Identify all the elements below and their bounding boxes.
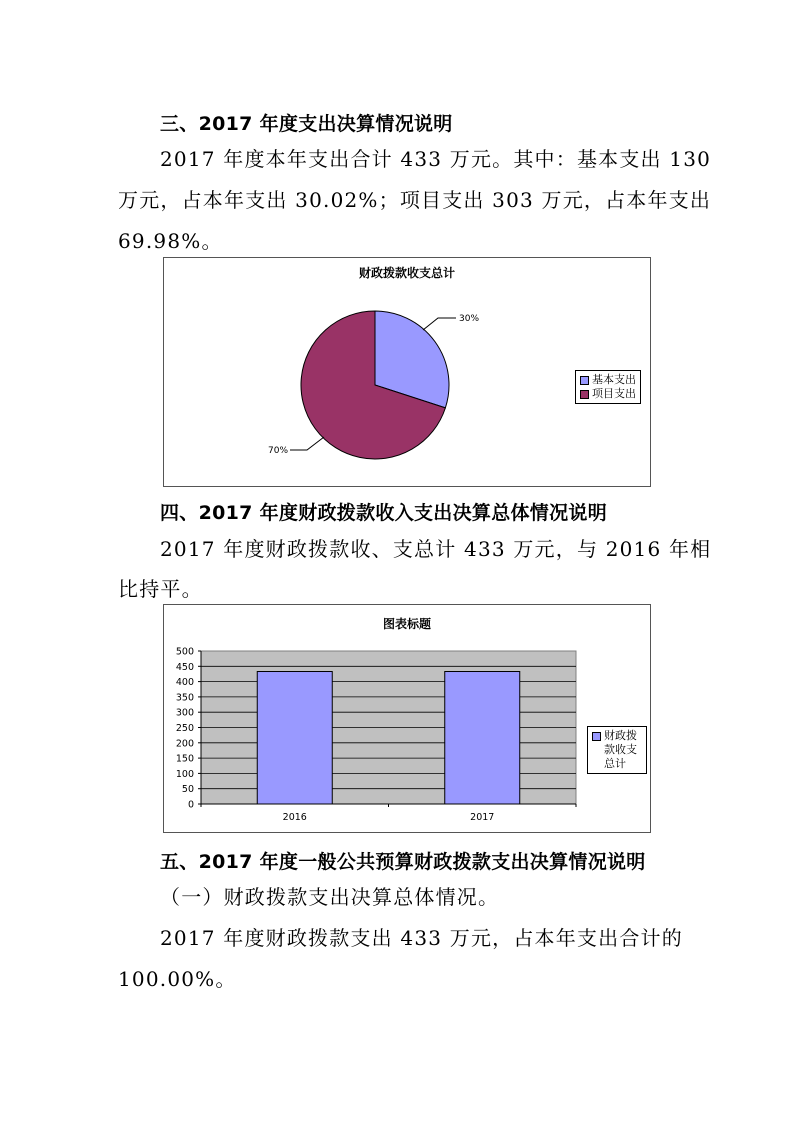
bar-legend-label [604, 729, 637, 771]
bar-ytick-label: 250 [175, 723, 194, 734]
bar-legend-line-2: 款收支 [604, 743, 637, 756]
bar-ytick-label: 200 [175, 738, 194, 750]
bar-legend [587, 726, 647, 774]
pie-legend-label-basic: 基本支出 [592, 373, 636, 386]
bar-legend-item [592, 729, 642, 771]
bar-chart-plot [164, 605, 650, 832]
bar-ytick-label: 350 [175, 692, 194, 704]
bar-ytick-label: 100 [175, 768, 194, 780]
bar-ytick-label: 50 [181, 784, 194, 796]
section3-line-3: 69.98%。 [118, 229, 223, 253]
bar-legend-line-3: 总计 [604, 757, 626, 770]
bar-ytick-label: 450 [175, 661, 194, 673]
section4-line-1: 2017 年度财政拨款收、支总计 433 万元，与 2016 年相 [160, 537, 712, 561]
bar-ytick-label: 400 [175, 677, 194, 689]
bar-legend-line-1: 财政拨 [604, 729, 637, 742]
section3-line-1: 2017 年度本年支出合计 433 万元。其中：基本支出 130 [160, 147, 712, 171]
pie-legend [575, 370, 641, 404]
pie-chart [163, 257, 651, 487]
section3-line-2: 万元，占本年支出 30.02%；项目支出 303 万元，占本年支出 [118, 188, 712, 212]
section4-heading: 四、2017 年度财政拨款收入支出决算总体情况说明 [160, 502, 607, 524]
section4-line-2: 比持平。 [118, 577, 203, 601]
pie-legend-item-basic [580, 373, 636, 387]
bar-xtick-label: 2017 [470, 812, 495, 823]
bar-ytick-label: 300 [175, 707, 194, 719]
bar-ytick-label: 500 [175, 646, 194, 658]
pie-leader-project [290, 437, 324, 450]
bar-chart-title: 图表标题 [382, 617, 431, 631]
pie-legend-label-project: 项目支出 [592, 387, 636, 400]
section5-subheading: （一）财政拨款支出决算总体情况。 [160, 885, 500, 909]
bar-ytick-label: 150 [175, 753, 194, 765]
bar-ytick-label: 0 [187, 799, 194, 811]
bar-legend-swatch [592, 732, 601, 741]
pie-label-project: 70% [268, 446, 289, 456]
section3-heading: 三、2017 年度支出决算情况说明 [160, 113, 453, 135]
bar-xtick-label: 2016 [282, 812, 307, 823]
pie-legend-item-project [580, 387, 636, 401]
pie-legend-swatch-project [580, 390, 589, 399]
section5-line-1: 2017 年度财政拨款支出 433 万元，占本年支出合计的 [160, 926, 683, 950]
pie-legend-swatch-basic [580, 376, 589, 385]
pie-leader-basic [423, 318, 456, 330]
section5-line-2: 100.00%。 [118, 967, 237, 991]
bar-2016 [257, 672, 332, 804]
pie-label-basic: 30% [459, 314, 480, 324]
pie-chart-title: 财政拨款收支总计 [358, 266, 455, 280]
bar-2017 [445, 672, 520, 804]
bar-chart [163, 604, 651, 833]
section5-heading: 五、2017 年度一般公共预算财政拨款支出决算情况说明 [160, 851, 646, 873]
